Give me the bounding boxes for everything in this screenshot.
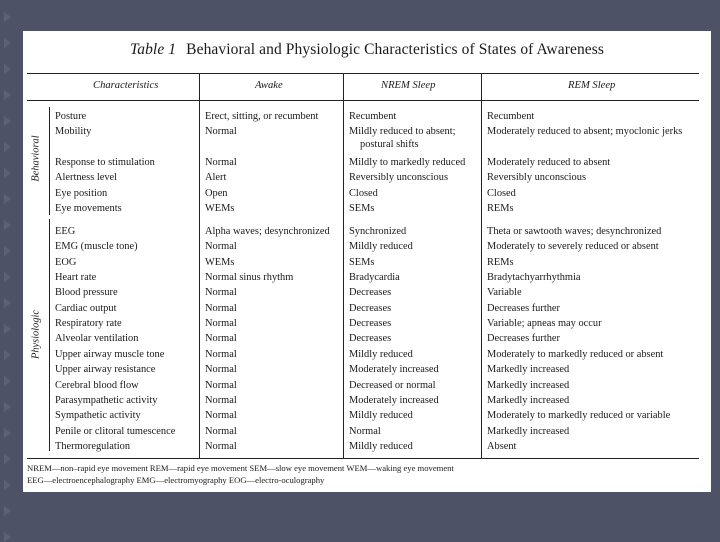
cell-nrem: Mildly reduced bbox=[349, 440, 413, 452]
cell-awake: Alpha waves; desynchronized bbox=[205, 226, 330, 237]
background-arrow bbox=[4, 64, 11, 74]
cell-characteristic: Blood pressure bbox=[55, 287, 118, 299]
cell-awake: Normal bbox=[205, 126, 237, 138]
background-arrow bbox=[4, 506, 11, 516]
cell-awake: Alert bbox=[205, 172, 227, 184]
background-arrow bbox=[4, 376, 11, 386]
cell-rem: Moderately to markedly reduced or absent bbox=[487, 348, 664, 360]
section-label-behavioral: Behavioral bbox=[30, 135, 42, 182]
cell-characteristic: Heart rate bbox=[55, 272, 97, 284]
cell-nrem: postural shifts bbox=[360, 138, 419, 150]
cell-awake: Normal bbox=[205, 287, 237, 299]
column-divider-3 bbox=[481, 73, 482, 458]
cell-rem: Absent bbox=[487, 440, 517, 452]
cell-characteristic: Cerebral blood flow bbox=[55, 379, 139, 391]
cell-awake: Normal bbox=[205, 425, 237, 437]
header-characteristics: Characteristics bbox=[93, 80, 159, 91]
cell-awake: Normal bbox=[205, 410, 237, 422]
cell-nrem: Moderately increased bbox=[349, 394, 439, 406]
cell-nrem: Moderately increased bbox=[349, 364, 439, 376]
cell-characteristic: Cardiac output bbox=[55, 302, 117, 314]
table-sheet bbox=[23, 31, 711, 492]
background-arrow bbox=[4, 38, 11, 48]
cell-nrem: Synchronized bbox=[349, 226, 407, 237]
cell-rem: Decreases further bbox=[487, 333, 560, 345]
cell-rem: REMs bbox=[487, 202, 514, 214]
cell-rem: Variable; apneas may occur bbox=[487, 318, 602, 330]
column-divider-2 bbox=[343, 73, 344, 458]
cell-awake: WEMs bbox=[205, 256, 235, 268]
cell-characteristic: Penile or clitoral tumescence bbox=[55, 425, 176, 437]
cell-rem: Closed bbox=[487, 187, 516, 199]
cell-nrem: Normal bbox=[349, 425, 381, 437]
background-arrow bbox=[4, 142, 11, 152]
cell-characteristic: Upper airway resistance bbox=[55, 364, 156, 376]
cell-characteristic: EOG bbox=[55, 256, 77, 268]
table-number: Table 1 bbox=[129, 41, 177, 58]
cell-rem: Moderately to markedly reduced or variable bbox=[487, 410, 671, 422]
cell-nrem: Closed bbox=[349, 187, 378, 199]
bottom-rule bbox=[27, 458, 699, 459]
cell-nrem: Mildly to markedly reduced bbox=[349, 156, 466, 168]
background-arrow bbox=[4, 220, 11, 230]
cell-nrem: Decreases bbox=[349, 302, 392, 314]
background-arrow bbox=[4, 272, 11, 282]
background-arrow bbox=[4, 402, 11, 412]
cell-nrem: Decreased or normal bbox=[349, 379, 436, 391]
cell-characteristic: Alertness level bbox=[55, 172, 118, 184]
cell-rem: Bradytachyarrhythmia bbox=[487, 272, 581, 284]
cell-characteristic: EMG (muscle tone) bbox=[55, 241, 138, 253]
cell-characteristic: Posture bbox=[55, 111, 87, 122]
section-bracket-physiologic bbox=[49, 219, 50, 451]
footnote-line-1: NREM—non–rapid eye movement REM—rapid eye movement SEM—slow eye movement WEM—waking eye movement bbox=[27, 463, 454, 473]
cell-rem: Moderately to severely reduced or absent bbox=[487, 241, 659, 253]
cell-awake: Normal bbox=[205, 318, 237, 330]
cell-characteristic: Eye position bbox=[55, 187, 108, 199]
cell-characteristic: Mobility bbox=[55, 126, 92, 138]
header-rule bbox=[27, 100, 699, 101]
table-title bbox=[23, 41, 711, 59]
cell-characteristic: Response to stimulation bbox=[55, 156, 155, 168]
background-arrow bbox=[4, 324, 11, 334]
background-arrow bbox=[4, 480, 11, 490]
cell-characteristic: Upper airway muscle tone bbox=[55, 348, 165, 360]
cell-awake: Normal bbox=[205, 394, 237, 406]
cell-characteristic: Sympathetic activity bbox=[55, 410, 141, 422]
section-bracket-behavioral bbox=[49, 107, 50, 215]
cell-rem: Markedly increased bbox=[487, 394, 570, 406]
cell-rem: Markedly increased bbox=[487, 425, 570, 437]
cell-nrem: Recumbent bbox=[349, 111, 397, 122]
cell-nrem: Decreases bbox=[349, 318, 392, 330]
section-label-physiologic: Physiologic bbox=[30, 309, 42, 360]
cell-nrem: SEMs bbox=[349, 256, 375, 268]
background-arrow bbox=[4, 428, 11, 438]
cell-characteristic: Respiratory rate bbox=[55, 318, 122, 330]
background-arrow bbox=[4, 168, 11, 178]
cell-characteristic: EEG bbox=[55, 226, 76, 237]
header-nrem-sleep: NREM Sleep bbox=[381, 80, 436, 91]
cell-awake: Normal bbox=[205, 241, 237, 253]
header-awake: Awake bbox=[255, 80, 283, 91]
cell-rem: Reversibly unconscious bbox=[487, 172, 586, 184]
cell-nrem: Reversibly unconscious bbox=[349, 172, 448, 184]
cell-nrem: Decreases bbox=[349, 333, 392, 345]
background-arrow bbox=[4, 246, 11, 256]
cell-rem: Variable bbox=[487, 287, 522, 299]
cell-nrem: Mildly reduced bbox=[349, 241, 413, 253]
footnote-line-2: EEG—electroencephalography EMG—electromyography EOG—electro-oculography bbox=[27, 475, 325, 485]
cell-rem: Recumbent bbox=[487, 111, 535, 122]
background-arrow bbox=[4, 90, 11, 100]
cell-characteristic: Alveolar ventilation bbox=[55, 333, 139, 345]
cell-rem: Markedly increased bbox=[487, 364, 570, 376]
cell-awake: Normal bbox=[205, 302, 237, 314]
cell-awake: WEMs bbox=[205, 202, 235, 214]
cell-awake: Normal bbox=[205, 156, 237, 168]
cell-nrem: Mildly reduced bbox=[349, 348, 413, 360]
cell-rem: Theta or sawtooth waves; desynchronized bbox=[487, 226, 662, 237]
cell-awake: Normal bbox=[205, 333, 237, 345]
cell-awake: Open bbox=[205, 187, 228, 199]
background-arrow bbox=[4, 116, 11, 126]
cell-nrem: Mildly reduced to absent; bbox=[349, 126, 456, 138]
cell-characteristic: Thermoregulation bbox=[55, 440, 131, 452]
cell-rem: Moderately reduced to absent; myoclonic jerks bbox=[487, 126, 683, 138]
background-arrow bbox=[4, 12, 11, 22]
background-arrow bbox=[4, 298, 11, 308]
cell-nrem: SEMs bbox=[349, 202, 375, 214]
cell-characteristic: Parasympathetic activity bbox=[55, 394, 158, 406]
top-rule bbox=[27, 73, 699, 74]
background-arrow bbox=[4, 350, 11, 360]
cell-nrem: Decreases bbox=[349, 287, 392, 299]
table-title-text: Behavioral and Physiologic Characteristics of States of Awareness bbox=[186, 41, 605, 58]
column-divider-1 bbox=[199, 73, 200, 458]
cell-awake: Erect, sitting, or recumbent bbox=[205, 111, 319, 122]
cell-nrem: Bradycardia bbox=[349, 272, 400, 284]
background-arrow bbox=[4, 194, 11, 204]
background-arrow bbox=[4, 454, 11, 464]
header-rem-sleep: REM Sleep bbox=[568, 80, 616, 91]
cell-rem: REMs bbox=[487, 256, 514, 268]
background-arrow bbox=[4, 532, 11, 542]
cell-awake: Normal bbox=[205, 379, 237, 391]
cell-rem: Markedly increased bbox=[487, 379, 570, 391]
cell-rem: Decreases further bbox=[487, 302, 560, 314]
cell-awake: Normal bbox=[205, 440, 237, 452]
cell-awake: Normal bbox=[205, 348, 237, 360]
cell-nrem: Mildly reduced bbox=[349, 410, 413, 422]
cell-characteristic: Eye movements bbox=[55, 202, 122, 214]
cell-rem: Moderately reduced to absent bbox=[487, 156, 611, 168]
cell-awake: Normal sinus rhythm bbox=[205, 272, 294, 284]
cell-awake: Normal bbox=[205, 364, 237, 376]
